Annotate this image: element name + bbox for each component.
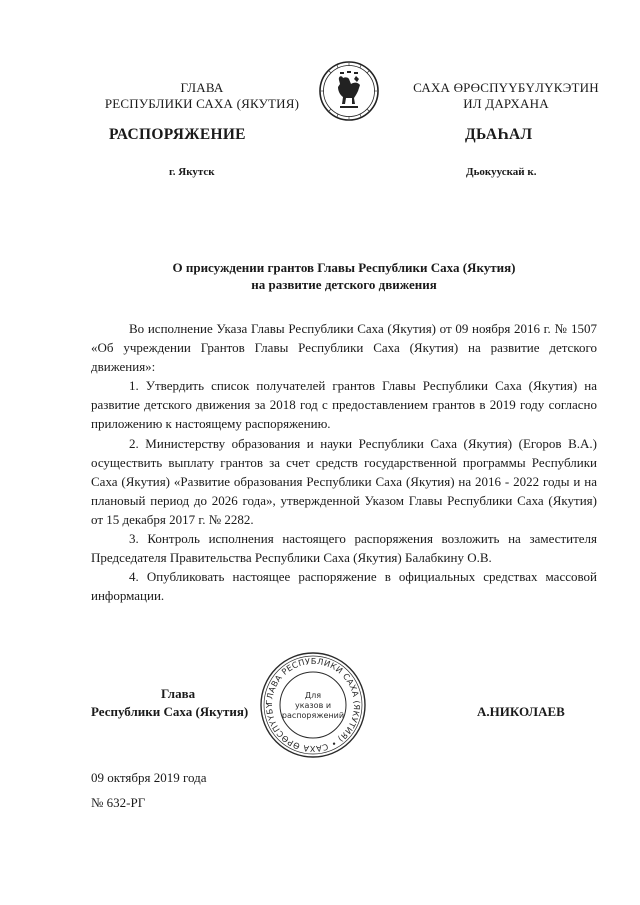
city-sah: Дьокуускай к.	[466, 166, 537, 178]
stamp-center-line1: Для	[304, 691, 322, 700]
stamp-center-line3: распоряжений	[281, 711, 345, 720]
header-right-line1: САХА ӨРӨСПҮҮБҮЛҮКЭТИН	[413, 80, 599, 95]
header-left-line1: ГЛАВА	[180, 80, 224, 95]
stamp-ring-text: ГЛАВА РЕСПУБЛИКИ САХА (ЯКУТИЯ) • САХА ӨРӨСПҮҮБҮ	[263, 655, 363, 755]
subject-line2: на развитие детского движения	[251, 277, 437, 292]
official-stamp	[258, 650, 368, 760]
document-number: № 632-РГ	[91, 795, 146, 810]
city-ru: г. Якутск	[169, 166, 215, 178]
body-paragraph-2: 2. Министерству образования и науки Республики Саха (Якутия) (Егоров В.А.) осуществить выплату грантов за счет средств государственной программы Республики Саха (Якутия) «Развитие образования Республики Саха (Якутия) на 2016 - 2022 годы и на плановый период до 2026 года», утвержденной Указом Главы Республики Саха (Якутия) от 15 декабря 2017 г. № 2282.	[91, 435, 597, 527]
header-left-line2: РЕСПУБЛИКИ САХА (ЯКУТИЯ)	[104, 96, 300, 111]
body-paragraph-3: 3. Контроль исполнения настоящего распоряжения возложить на заместителя Председателя Правительства Республики Саха (Якутия) Балабкину О.В.	[91, 531, 597, 566]
document-body	[91, 319, 597, 605]
document-date: 09 октября 2019 года	[91, 770, 207, 785]
doc-type-ru: РАСПОРЯЖЕНИЕ	[109, 126, 246, 143]
subject-line1: О присуждении грантов Главы Республики Саха (Якутия)	[172, 260, 516, 275]
subject	[91, 259, 597, 293]
signature-title-line1: Глава	[161, 686, 196, 701]
body-paragraph-4: 4. Опубликовать настоящее распоряжение в официальных средствах массовой информации.	[91, 569, 597, 604]
header-left	[80, 80, 324, 112]
stamp-center-line2: указов и	[294, 701, 332, 710]
body-paragraph-1: 1. Утвердить список получателей грантов Главы Республики Саха (Якутия) на развитие детского движения за 2018 год с предоставлением грантов в 2019 году согласно приложению к настоящему распоряжению.	[91, 378, 597, 432]
header-right-line2: ИЛ ДАРХАНА	[463, 96, 549, 111]
doc-type-sah: ДЬАҺАЛ	[465, 126, 533, 143]
signature-name: А.НИКОЛАЕВ	[477, 704, 565, 719]
body-intro: Во исполнение Указа Главы Республики Саха (Якутия) от 09 ноября 2016 г. № 1507 «Об учреждении Грантов Главы Республики Саха (Якутия) на развитие детского движения»:	[91, 321, 597, 375]
header-right	[384, 80, 628, 112]
coat-of-arms-sakha-icon	[318, 60, 380, 122]
signature-title-line2: Республики Саха (Якутия)	[91, 704, 249, 719]
